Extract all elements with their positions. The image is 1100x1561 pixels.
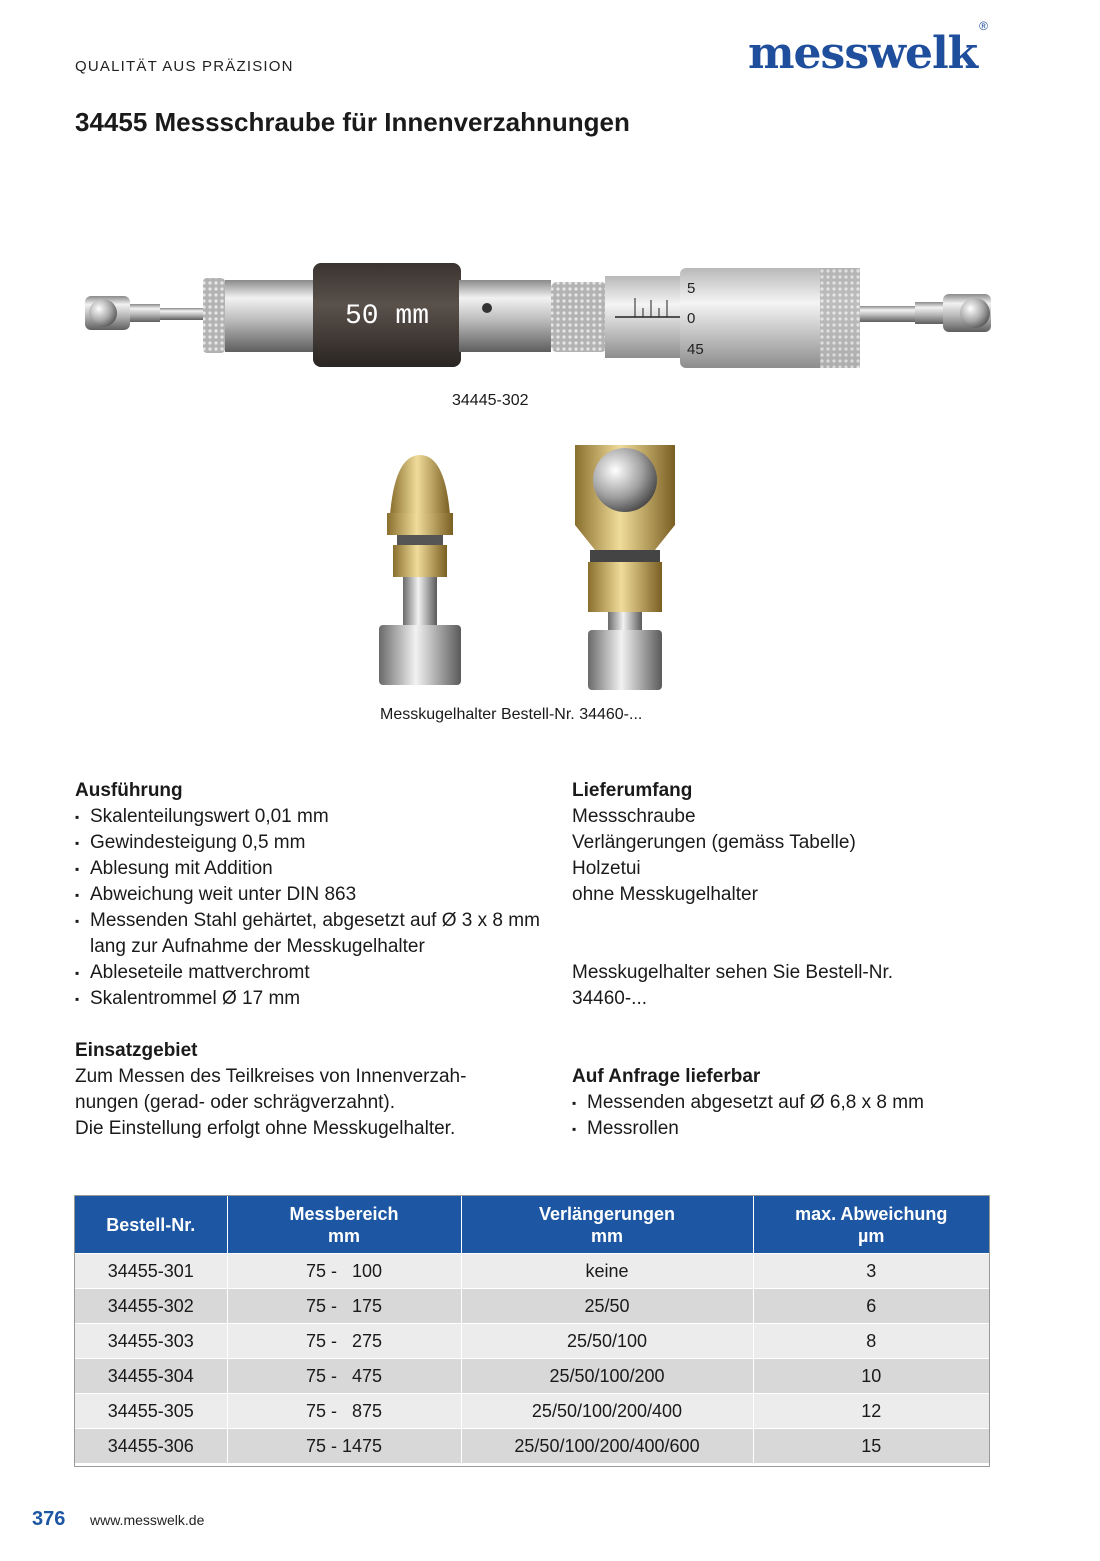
cell-messbereich: 75 - 475 <box>227 1359 461 1394</box>
spec-table <box>75 1196 989 1463</box>
lieferumfang-text <box>572 804 1032 1012</box>
ball-holder-side-image <box>365 445 475 695</box>
left-column <box>75 778 545 1142</box>
lieferumfang-note: 34460-... <box>572 988 647 1009</box>
lieferumfang-line: Messschraube <box>572 806 696 827</box>
micrometer-image <box>75 238 1015 388</box>
cell-messbereich: 75 - 875 <box>227 1394 461 1429</box>
cell-max-abweichung: 15 <box>753 1429 989 1464</box>
cell-max-abweichung: 12 <box>753 1394 989 1429</box>
cell-messbereich: 75 - 100 <box>227 1254 461 1289</box>
cell-bestell-nr: 34455-302 <box>75 1289 227 1324</box>
footer-url[interactable]: www.messwelk.de <box>90 1512 205 1528</box>
einsatz-line: nungen (gerad- oder schrägverzahnt). <box>75 1092 396 1113</box>
list-item: ▪ Messrollen <box>572 1116 1032 1142</box>
page-title: 34455 Messschraube für Innenverzahnungen <box>75 107 630 137</box>
table-row <box>75 1359 989 1394</box>
lieferumfang-line: ohne Messkugelhalter <box>572 884 758 905</box>
cell-bestell-nr: 34455-306 <box>75 1429 227 1464</box>
table-row <box>75 1254 989 1289</box>
table-row <box>75 1429 989 1464</box>
lieferumfang-note: Messkugelhalter sehen Sie Bestell-Nr. <box>572 962 894 983</box>
cell-verlaengerungen: 25/50 <box>461 1289 753 1324</box>
cell-bestell-nr: 34455-301 <box>75 1254 227 1289</box>
main-image-caption: 34445-302 <box>452 392 529 409</box>
table-row <box>75 1394 989 1429</box>
auf-anfrage-heading: Auf Anfrage lieferbar <box>572 1066 761 1087</box>
lieferumfang-line: Verlängerungen (gemäss Tabelle) <box>572 832 856 853</box>
lieferumfang-line: Holzetui <box>572 858 641 879</box>
einsatzgebiet-text <box>75 1064 545 1142</box>
cell-max-abweichung: 3 <box>753 1254 989 1289</box>
ball-holder-front-image <box>560 430 690 695</box>
scale-label: 50 mm <box>344 301 430 332</box>
table-row <box>75 1324 989 1359</box>
svg-text:5: 5 <box>687 280 696 297</box>
list-item: ▪ Ableseteile mattverchromt <box>75 960 545 986</box>
auf-anfrage-list <box>572 1090 1032 1142</box>
col-header-messbereich: Messbereich mm <box>227 1196 461 1254</box>
list-item: ▪ Skalentrommel Ø 17 mm <box>75 986 545 1012</box>
cell-bestell-nr: 34455-305 <box>75 1394 227 1429</box>
page-number: 376 <box>32 1508 66 1530</box>
einsatz-line: Die Einstellung erfolgt ohne Messkugelhalter. <box>75 1118 456 1139</box>
cell-verlaengerungen: 25/50/100 <box>461 1324 753 1359</box>
list-item: ▪ Ablesung mit Addition <box>75 856 545 882</box>
col-header-bestell-nr: Bestell-Nr. <box>75 1196 227 1254</box>
list-item: ▪ Skalenteilungswert 0,01 mm <box>75 804 545 830</box>
list-item: ▪ Abweichung weit unter DIN 863 <box>75 882 545 908</box>
list-item: ▪ Messenden Stahl gehärtet, abgesetzt auf Ø 3 x 8 mm lang zur Aufnahme der Messkugelhalter <box>75 908 545 960</box>
lieferumfang-heading: Lieferumfang <box>572 780 693 801</box>
cell-verlaengerungen: 25/50/100/200/400 <box>461 1394 753 1429</box>
list-item: ▪ Gewindesteigung 0,5 mm <box>75 830 545 856</box>
ausfuehrung-list <box>75 804 545 1012</box>
cell-verlaengerungen: 25/50/100/200 <box>461 1359 753 1394</box>
cell-max-abweichung: 6 <box>753 1289 989 1324</box>
cell-bestell-nr: 34455-303 <box>75 1324 227 1359</box>
tagline: QUALITÄT AUS PRÄZISION <box>75 58 294 75</box>
brand-logo <box>748 19 988 79</box>
einsatzgebiet-heading: Einsatzgebiet <box>75 1040 198 1061</box>
registered-mark: ® <box>979 19 988 34</box>
cell-max-abweichung: 10 <box>753 1359 989 1394</box>
cell-messbereich: 75 - 1475 <box>227 1429 461 1464</box>
svg-text:0: 0 <box>687 310 696 327</box>
cell-max-abweichung: 8 <box>753 1324 989 1359</box>
svg-text:45: 45 <box>687 341 704 358</box>
einsatz-line: Zum Messen des Teilkreises von Innenverzah- <box>75 1066 467 1087</box>
col-header-max-abweichung: max. Abweichung µm <box>753 1196 989 1254</box>
holder-image-caption: Messkugelhalter Bestell-Nr. 34460-... <box>380 706 643 723</box>
col-header-verlaengerungen: Verlängerungen mm <box>461 1196 753 1254</box>
ausfuehrung-heading: Ausführung <box>75 780 183 801</box>
table-row <box>75 1289 989 1324</box>
cell-messbereich: 75 - 175 <box>227 1289 461 1324</box>
logo-text: messwelk <box>748 28 978 79</box>
list-item: ▪ Messenden abgesetzt auf Ø 6,8 x 8 mm <box>572 1090 1032 1116</box>
cell-bestell-nr: 34455-304 <box>75 1359 227 1394</box>
cell-verlaengerungen: keine <box>461 1254 753 1289</box>
table-header-row <box>75 1196 989 1254</box>
cell-messbereich: 75 - 275 <box>227 1324 461 1359</box>
cell-verlaengerungen: 25/50/100/200/400/600 <box>461 1429 753 1464</box>
right-column <box>572 778 1032 1142</box>
